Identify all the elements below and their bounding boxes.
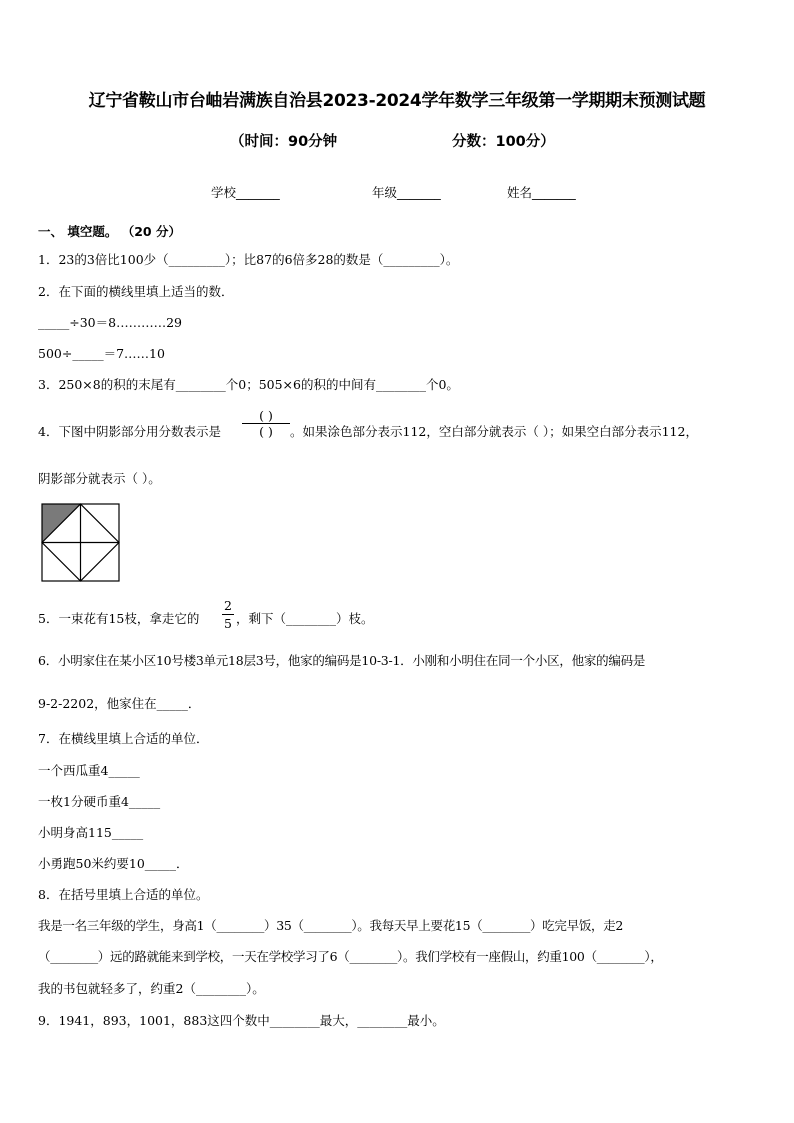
question-4-prefix: 4．下图中阴影部分用分数表示是: [38, 424, 221, 439]
question-5-prefix: 5．一束花有15枝，拿走它的: [38, 611, 200, 626]
question-6-line-2: 9-2-2202，他家住在_____．: [38, 696, 201, 711]
question-8-line-2: （________）远的路就能来到学校，一天在学校学习了6（________）。我们学校有一座假山，约重100（________），: [38, 949, 663, 964]
question-3: 3．250×8的积的末尾有________个0；505×6的积的中间有________个0。: [38, 377, 459, 392]
blank-fraction: [242, 408, 290, 439]
question-2: 2．在下面的横线里填上适当的数．: [38, 284, 234, 299]
question-7-line-d: 小勇跑50米约要10_____．: [38, 856, 189, 871]
fraction-numerator: ( ): [259, 408, 273, 423]
section-heading: 一、 填空题。 （20 分）: [38, 224, 181, 239]
fraction-denominator: ( ): [259, 424, 273, 439]
fraction-denominator: 5: [224, 616, 232, 631]
question-8-line-1: 我是一名三年级的学生，身高1（________）35（________）。我每天早上要花15（________）吃完早饭，走2: [38, 918, 624, 933]
two-fifths-fraction: [222, 598, 234, 631]
question-7: 7．在横线里填上合适的单位．: [38, 731, 209, 746]
question-7-line-b: 一枚1分硬币重4_____: [38, 794, 161, 809]
square-diagram: [41, 503, 120, 582]
question-4-line-2: 阴影部分就表示（ ）。: [38, 471, 161, 486]
question-7-line-c: 小明身高115_____: [38, 825, 144, 840]
question-9: 9．1941，893，1001，883这四个数中________最大，________最小。: [38, 1013, 445, 1028]
question-7-line-a: 一个西瓜重4_____: [38, 763, 140, 778]
exam-time: （时间：90分钟: [230, 134, 338, 150]
question-2-line-b: 500÷_____＝7……10: [38, 346, 165, 361]
question-8: 8．在括号里填上合适的单位。: [38, 887, 209, 902]
fraction-bar: [222, 614, 234, 615]
question-4-suffix: 。如果涂色部分表示112，空白部分就表示（ ）；如果空白部分表示112，: [290, 424, 698, 439]
exam-score: 分数：100分）: [452, 134, 555, 150]
fraction-numerator: 2: [224, 598, 232, 613]
grade-field: 年级_______: [372, 185, 441, 200]
question-5-suffix: ，剩下（________）枝。: [236, 611, 374, 626]
question-6: 6．小明家住在某小区10号楼3单元18层3号，他家的编码是10-3-1．小刚和小明住在同一个小区，他家的编码是: [38, 653, 646, 668]
question-1: 1．23的3倍比100少（_________）；比87的6倍多28的数是（_________）。: [38, 252, 459, 267]
exam-title: 辽宁省鞍山市台岫岩满族自治县2023-2024学年数学三年级第一学期期末预测试题: [88, 91, 706, 111]
question-2-line-a: _____÷30＝8…………29: [38, 315, 182, 330]
question-8-line-3: 我的书包就轻多了，约重2（________）。: [38, 981, 265, 996]
school-field: 学校_______: [211, 185, 280, 200]
name-field: 姓名_______: [507, 185, 576, 200]
